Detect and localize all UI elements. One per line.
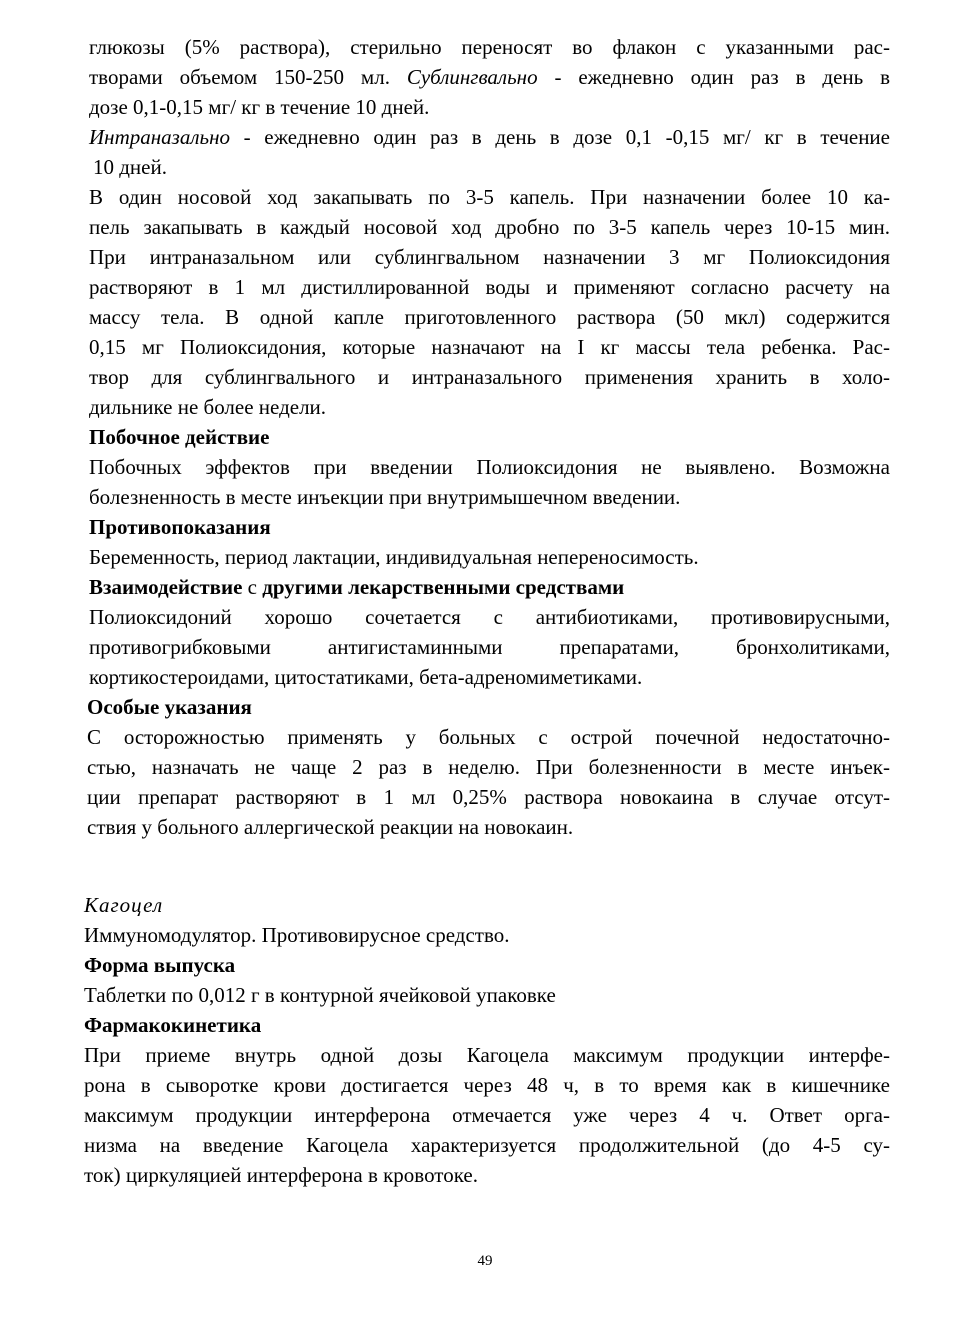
text-line: 0,15 мг Полиоксидония, которые назначают на I кг массы тела ребенка. Рас-: [89, 335, 890, 359]
heading-span: другими лекарственными средствами: [262, 575, 625, 599]
section-heading: Противопоказания: [89, 515, 271, 539]
text-line: глюкозы (5% раствора), стерильно переносят во флакон с указанными рас-: [89, 35, 890, 59]
text-line: растворяют в 1 мл дистиллированной воды и применяют согласно расчету на: [89, 275, 890, 299]
text-line: массу тела. В одной капле приготовленного раствора (50 мкл) содержится: [89, 305, 890, 329]
special-notes-section: [87, 692, 890, 842]
section-heading: Побочное действие: [89, 425, 270, 449]
text-span: - ежедневно один раз в день в: [537, 65, 890, 89]
text-line: При интраназальном или сублингвальном назначении 3 мг Полиоксидония: [89, 245, 890, 269]
drug-title: Кагоцел: [84, 893, 164, 917]
text-line: [89, 62, 890, 92]
section-heading: Фармакокинетика: [84, 1013, 262, 1037]
text-line: кортикостероидами, цитостатиками, бета-адреномиметиками.: [89, 665, 643, 689]
text-line: ции препарат растворяют в 1 мл 0,25% раствора новокаина в случае отсут-: [87, 785, 890, 809]
text-line: [89, 122, 890, 152]
text-line: Побочных эффектов при введении Полиоксидония не выявлено. Возможна: [89, 455, 890, 479]
text-span: творами объемом 150-250 мл.: [89, 65, 407, 89]
contraindications-section: [89, 512, 890, 572]
dosage-paragraph: [89, 32, 890, 122]
text-line: ток) циркуляцией интерферона в кровотоке.: [84, 1163, 478, 1187]
heading-span: Взаимодействие: [89, 575, 243, 599]
preparation-paragraph: [89, 242, 890, 422]
text-line: С осторожностью применять у больных с острой почечной недостаточно-: [87, 725, 890, 749]
text-line: При приеме внутрь одной дозы Кагоцела максимум продукции интерфе-: [84, 1043, 890, 1067]
text-line: твор для сублингвального и интраназального применения хранить в холо-: [89, 365, 890, 389]
text-line: Таблетки по 0,012 г в контурной ячейковой упаковке: [84, 983, 556, 1007]
text-line: пель закапывать в каждый носовой ход дробно по 3-5 капель через 10-15 мин.: [89, 215, 890, 239]
text-line: ствия у больного аллергической реакции на новокаин.: [87, 815, 574, 839]
text-line: Полиоксидоний хорошо сочетается с антибиотиками, противовирусными,: [89, 605, 890, 629]
heading-span: с: [242, 575, 263, 599]
intranasal-label: Интраназально: [89, 125, 230, 149]
text-line: рона в сыворотке крови достигается через 48 ч, в то время как в кишечнике: [84, 1073, 890, 1097]
sublingual-label: Сублингвально: [406, 65, 538, 89]
section-heading: Особые указания: [87, 695, 252, 719]
text-line: Беременность, период лактации, индивидуальная непереносимость.: [89, 545, 699, 569]
side-effects-section: [89, 422, 890, 512]
interactions-section: [89, 572, 890, 692]
kagocel-section: [84, 890, 890, 1190]
section-heading: Форма выпуска: [84, 953, 236, 977]
drops-paragraph: [89, 182, 890, 242]
text-line: В один носовой ход закапывать по 3-5 капель. При назначении более 10 ка-: [89, 185, 890, 209]
text-line: низма на введение Кагоцела характеризуется продолжительной (до 4-5 су-: [84, 1133, 890, 1157]
page-number: 49: [477, 1253, 493, 1269]
text-line: Иммуномодулятор. Противовирусное средство.: [84, 923, 510, 947]
text-line: дильнике не более недели.: [89, 395, 327, 419]
text-line: противогрибковыми антигистаминными препаратами, бронхолитиками,: [89, 635, 890, 659]
intranasal-paragraph: [89, 122, 890, 182]
text-line: болезненность в месте инъекции при внутримышечном введении.: [89, 485, 681, 509]
text-line: дозе 0,1-0,15 мг/ кг в течение 10 дней.: [89, 95, 430, 119]
section-heading: [89, 572, 890, 602]
text-line: стью, назначать не чаще 2 раз в неделю. При болезненности в месте инъек-: [87, 755, 890, 779]
text-line: 10 дней.: [93, 155, 167, 179]
text-line: максимум продукции интерферона отмечается уже через 4 ч. Ответ орга-: [84, 1103, 890, 1127]
text-span: - ежедневно один раз в день в дозе 0,1 -0,15 мг/ кг в течение: [230, 125, 890, 149]
